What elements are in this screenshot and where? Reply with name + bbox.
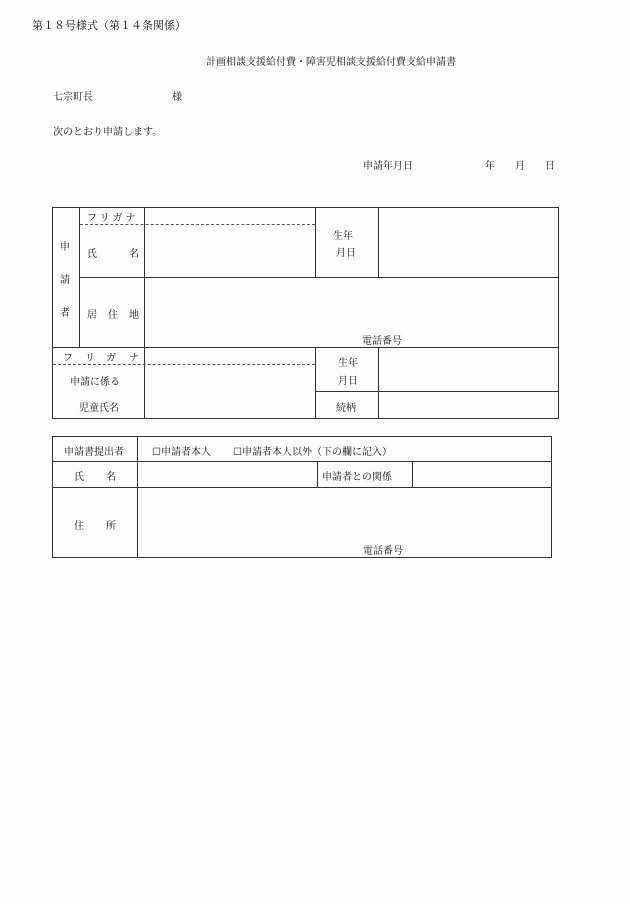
- applicant-birthdate-input[interactable]: [379, 208, 558, 277]
- applicant-name-input[interactable]: [145, 225, 315, 277]
- date-day: 日: [545, 161, 555, 172]
- applicant-address-label-1: 居: [87, 310, 97, 321]
- addressee: 七宗町長: [53, 92, 93, 103]
- date-year: 年: [485, 161, 495, 172]
- child-name-input[interactable]: [145, 365, 315, 418]
- applicant-name-label-2: 名: [129, 249, 139, 260]
- submitter-address-label-2: 所: [106, 521, 116, 532]
- submitter-relationship-input[interactable]: [413, 462, 551, 487]
- honorific: 様: [172, 92, 182, 103]
- submitter-option-other[interactable]: ☐申請者本人以外（下の欄に記入）: [233, 447, 392, 458]
- submitter-phone-label: 電話番号: [363, 546, 403, 557]
- submitter-name-input[interactable]: [138, 462, 317, 487]
- submitter-label: 申請書提出者: [64, 447, 124, 458]
- applicant-section-char-2: 請: [60, 275, 70, 286]
- applicant-phone-label: 電話番号: [362, 336, 402, 347]
- application-date-label: 申請年月日: [363, 161, 413, 172]
- child-furigana-char-2: リ: [85, 353, 95, 364]
- submitter-option-self[interactable]: ☐申請者本人: [152, 447, 211, 458]
- submitter-address-label-1: 住: [74, 521, 84, 532]
- submitter-address-input[interactable]: [138, 488, 551, 538]
- child-birthdate-label-2: 月日: [338, 376, 358, 387]
- applicant-section-char-3: 者: [60, 308, 70, 319]
- child-furigana-char-3: ガ: [106, 353, 116, 364]
- child-label-line2: 児童氏名: [79, 403, 119, 414]
- child-label-line1: 申請に係る: [70, 377, 120, 388]
- submitter-name-label-1: 氏: [74, 472, 84, 483]
- child-furigana-input[interactable]: [145, 348, 315, 364]
- child-relationship-label: 続柄: [336, 403, 356, 414]
- child-relationship-input[interactable]: [379, 392, 558, 418]
- child-birthdate-label-1: 生年: [338, 358, 358, 369]
- child-furigana-char-4: ナ: [129, 353, 139, 364]
- intro-text: 次のとおり申請します。: [53, 127, 163, 138]
- child-furigana-char-1: フ: [63, 353, 73, 364]
- applicant-address-label-2: 住: [108, 310, 118, 321]
- date-month: 月: [515, 161, 525, 172]
- child-birthdate-input[interactable]: [379, 348, 558, 391]
- applicant-birthdate-label-1: 生年: [333, 231, 353, 242]
- applicant-address-input[interactable]: [145, 278, 558, 330]
- applicant-section-char-1: 申: [60, 242, 70, 253]
- submitter-name-label-2: 名: [106, 472, 116, 483]
- form-number: 第１８号様式（第１４条関係）: [32, 19, 186, 32]
- submitter-relationship-label: 申請者との関係: [322, 472, 392, 483]
- applicant-furigana-input[interactable]: [145, 208, 315, 224]
- applicant-furigana-label: フリガナ: [87, 213, 139, 224]
- applicant-name-label-1: 氏: [87, 249, 97, 260]
- form-title: 計画相談支援給付費・障害児相談支援給付費支給申請書: [206, 57, 456, 68]
- applicant-birthdate-label-2: 月日: [336, 248, 356, 259]
- applicant-address-label-3: 地: [129, 310, 139, 321]
